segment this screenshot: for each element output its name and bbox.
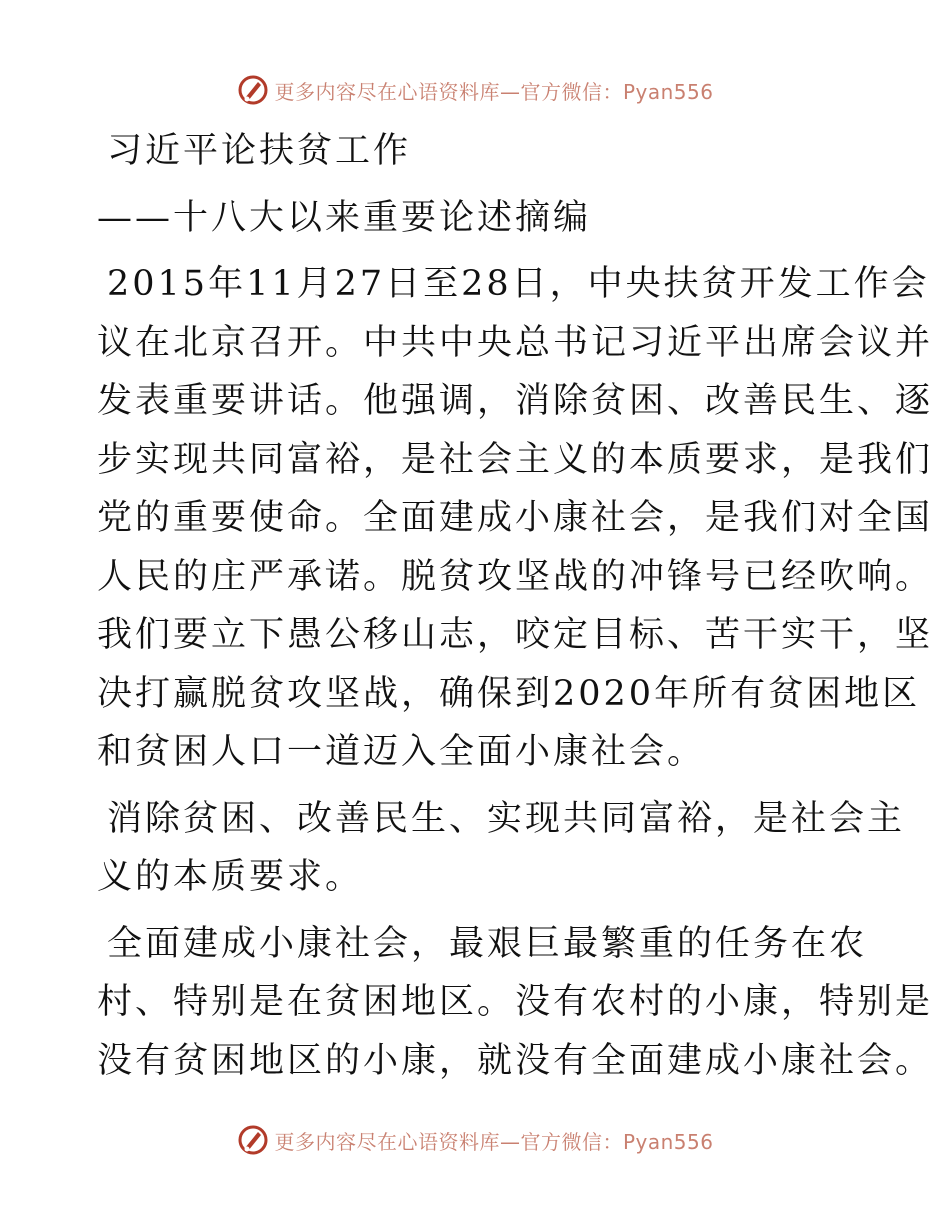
- paragraph-line: 人民的庄严承诺。脱贫攻坚战的冲锋号已经吹响。: [97, 556, 934, 597]
- paragraph-line: 义的本质要求。: [97, 857, 364, 897]
- document-title: 习近平论扶贫工作: [107, 131, 412, 171]
- paragraph-line: 全面建成小康社会，最艰巨最繁重的任务在农: [107, 923, 868, 964]
- pen-seal-icon: [236, 1123, 270, 1157]
- header-watermark: [0, 70, 950, 110]
- paragraph-line: 和贫困人口一道迈入全面小康社会。: [97, 732, 706, 772]
- footer-watermark: [0, 1120, 950, 1160]
- paragraph-line: 2015年11月27日至28日，中央扶贫开发工作会: [107, 264, 930, 304]
- paragraph-line: 发表重要讲话。他强调，消除贫困、改善民生、逐: [97, 381, 934, 421]
- watermark-text: 更多内容尽在心语资料库—官方微信：Pyan556: [274, 1129, 714, 1154]
- pen-seal-icon: [236, 73, 270, 107]
- document-subtitle: ——十八大以来重要论述摘编: [97, 197, 592, 238]
- paragraph-line: 决打赢脱贫攻坚战，确保到2020年所有贫困地区: [97, 673, 921, 714]
- paragraph-line: 没有贫困地区的小康，就没有全面建成小康社会。: [97, 1040, 934, 1081]
- paragraph-line: 议在北京召开。中共中央总书记习近平出席会议并: [97, 322, 934, 363]
- document-body: [97, 122, 934, 1090]
- paragraph-line: 村、特别是在贫困地区。没有农村的小康，特别是: [97, 982, 934, 1022]
- paragraph-line: 消除贫困、改善民生、实现共同富裕，是社会主: [107, 798, 906, 839]
- watermark-text: 更多内容尽在心语资料库—官方微信：Pyan556: [274, 79, 714, 104]
- paragraph-1: [97, 255, 934, 782]
- paragraph-line: 我们要立下愚公移山志，咬定目标、苦干实干，坚: [97, 615, 934, 655]
- paragraph-3: [97, 915, 934, 1091]
- paragraph-line: 步实现共同富裕，是社会主义的本质要求，是我们: [97, 439, 934, 480]
- paragraph-line: 党的重要使命。全面建成小康社会，是我们对全国: [97, 498, 934, 538]
- paragraph-2: [97, 790, 906, 907]
